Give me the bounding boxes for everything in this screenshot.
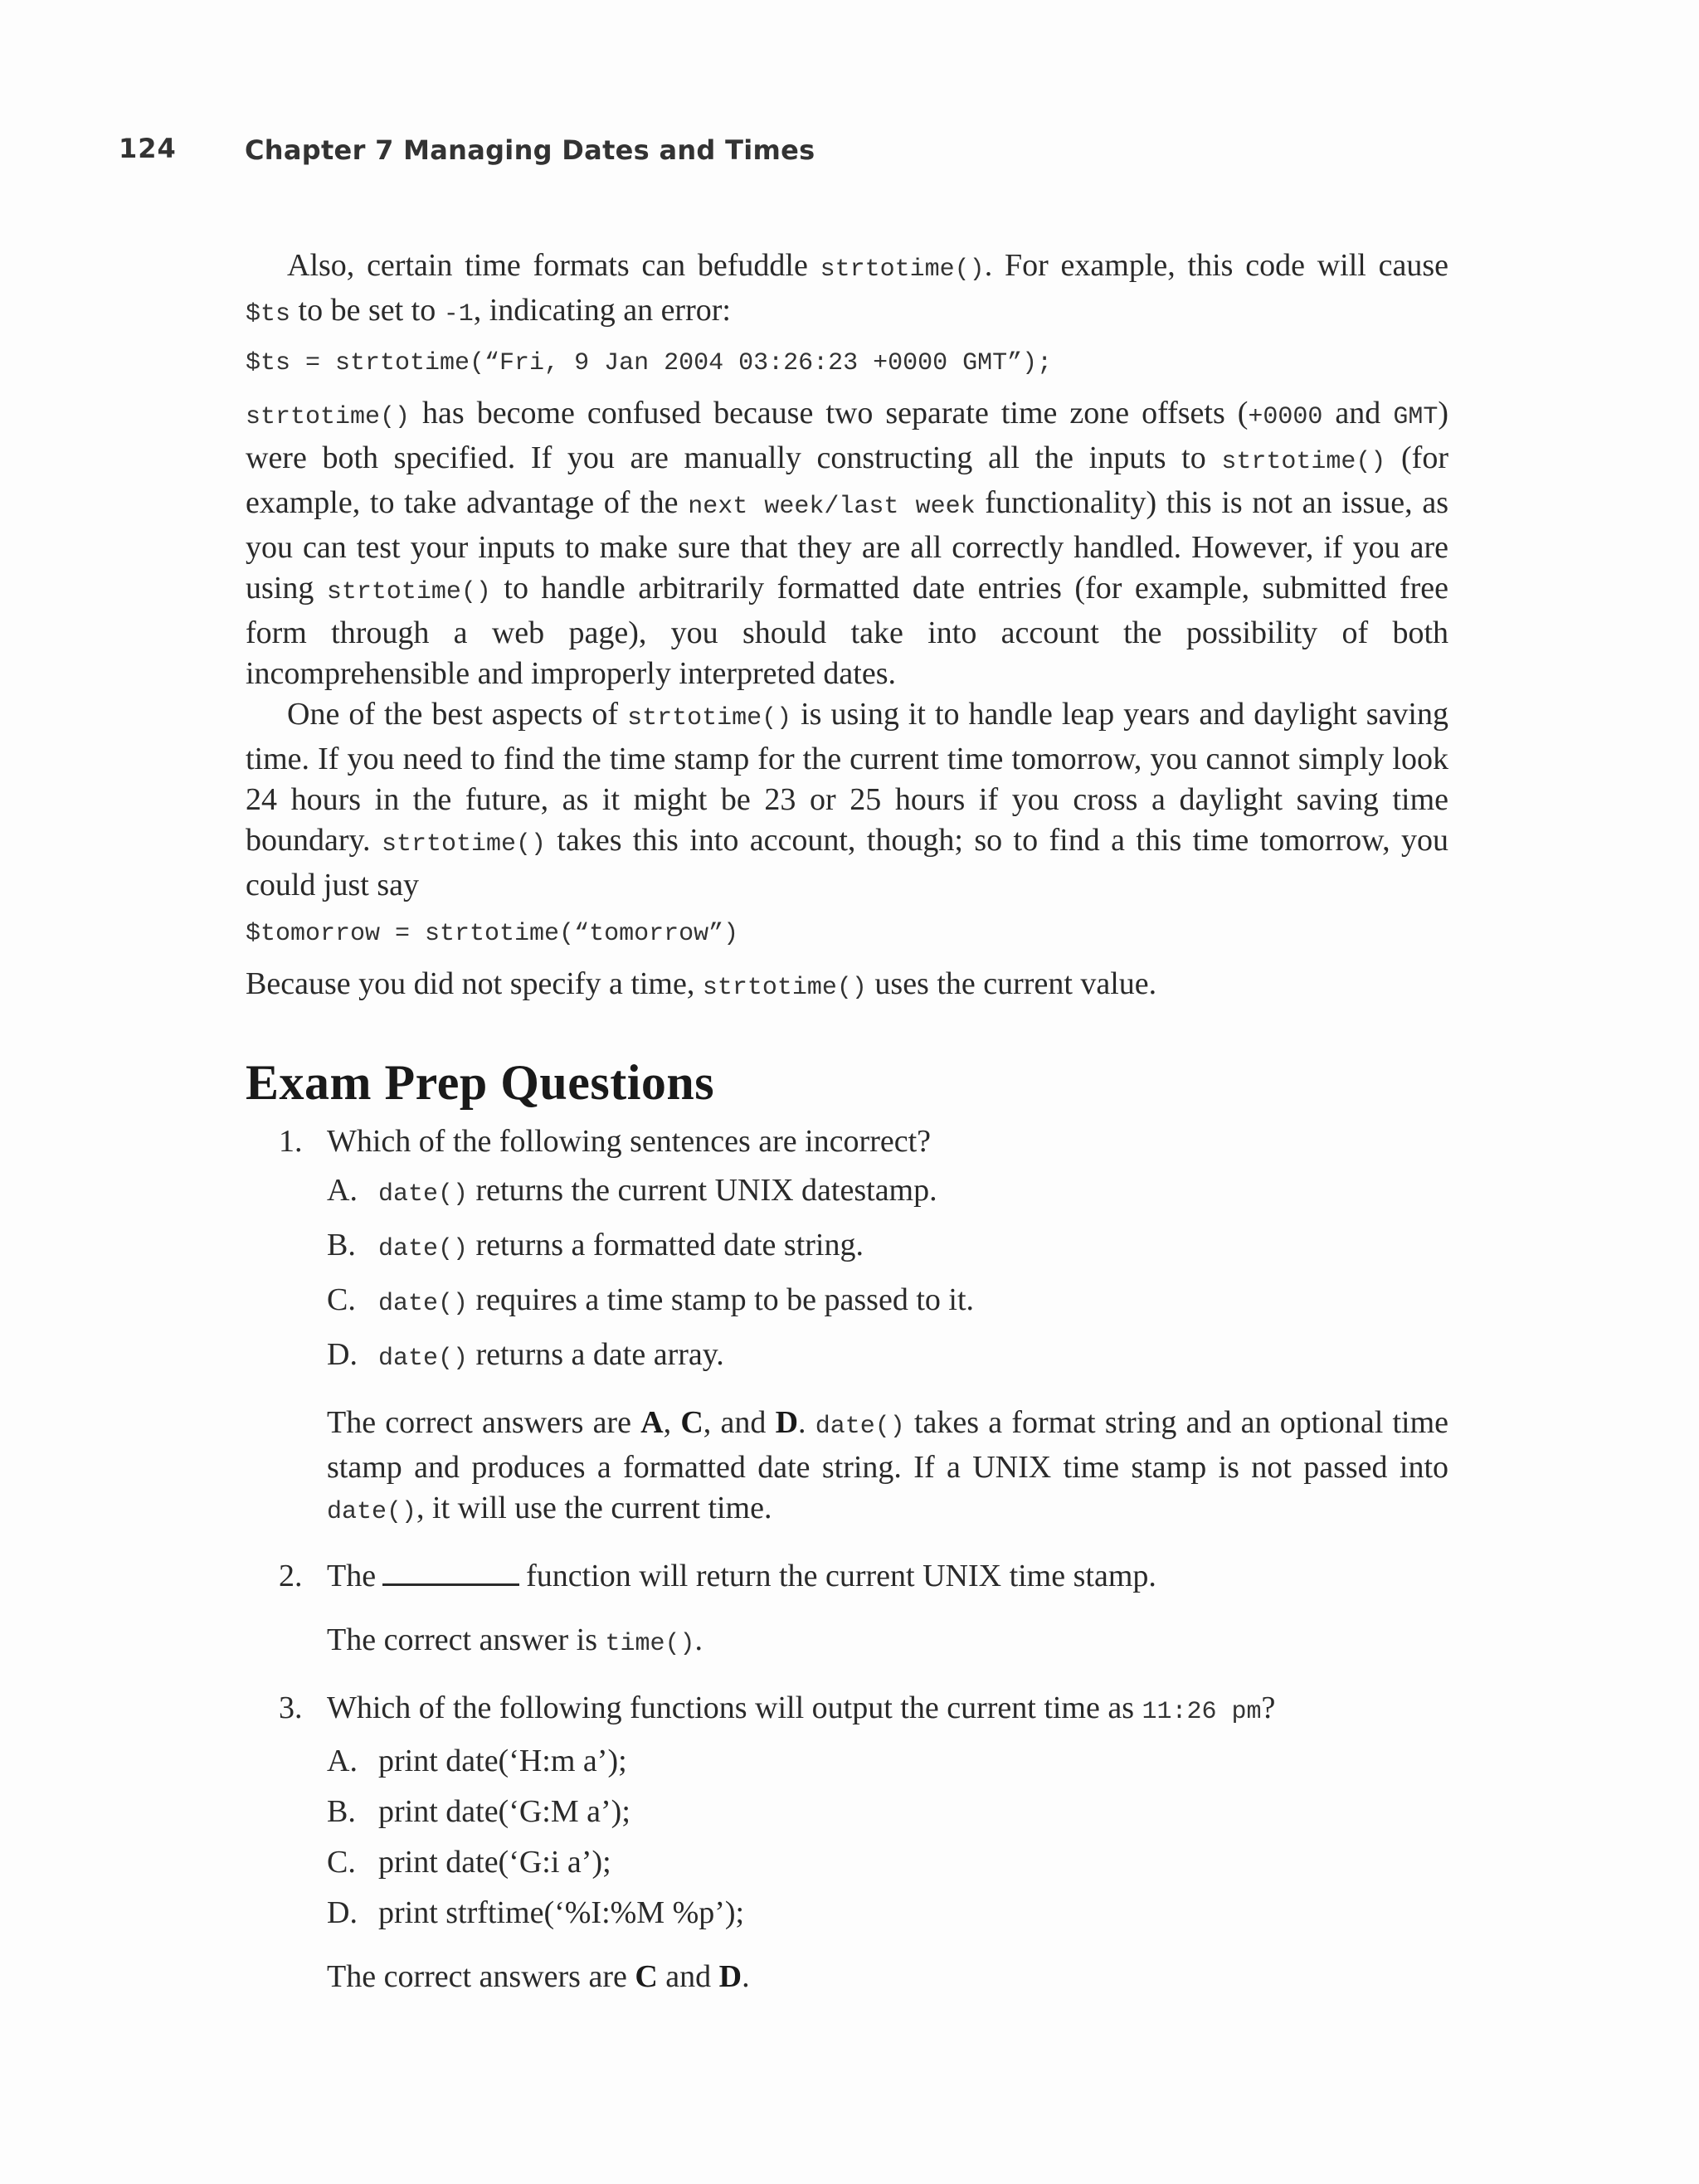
text: takes a format string and an optional time stamp and produces a formatted date string. If a UNIX time stamp is not passed into bbox=[327, 1405, 1449, 1485]
option-letter: D. bbox=[327, 1895, 358, 1930]
question-3 bbox=[246, 1688, 1448, 1733]
inline-code: -1 bbox=[443, 300, 474, 328]
option-text: print date(‘G:i a’); bbox=[378, 1845, 611, 1880]
text: (for example, to take advantage of the bbox=[246, 440, 1448, 520]
option bbox=[327, 1842, 1448, 1883]
option-letter: A. bbox=[327, 1173, 358, 1208]
question-3-answer bbox=[246, 1957, 1448, 1997]
text: . bbox=[694, 1622, 703, 1657]
text: , it will use the current time. bbox=[416, 1491, 772, 1525]
section-heading: Exam Prep Questions bbox=[246, 1055, 715, 1110]
question-2 bbox=[246, 1556, 1448, 1597]
paragraph-2 bbox=[246, 393, 1448, 694]
text: One of the best aspects of bbox=[287, 697, 628, 732]
option-letter: B. bbox=[327, 1794, 356, 1829]
inline-code: $ts bbox=[246, 300, 291, 328]
code-block: $tomorrow = strtotime(“tomorrow”) bbox=[246, 920, 739, 948]
text: , bbox=[663, 1405, 681, 1440]
inline-code: strtotime() bbox=[820, 255, 985, 284]
inline-code: strtotime() bbox=[381, 830, 547, 859]
inline-code: date() bbox=[378, 1345, 469, 1373]
inline-code: date() bbox=[815, 1413, 905, 1441]
option-letter: C. bbox=[327, 1282, 356, 1317]
option-letter: B. bbox=[327, 1228, 356, 1262]
option-text: requires a time stamp to be passed to it. bbox=[468, 1282, 974, 1317]
option-letter: C. bbox=[327, 1845, 356, 1880]
inline-code: date() bbox=[327, 1498, 417, 1526]
text: The correct answer is bbox=[327, 1622, 606, 1657]
answer-letter: D bbox=[718, 1959, 742, 1994]
question-1-answer bbox=[246, 1403, 1448, 1533]
inline-code: strtotime() bbox=[326, 578, 491, 606]
inline-code: date() bbox=[378, 1235, 469, 1263]
text: The correct answers are bbox=[327, 1959, 635, 1994]
text: Because you did not specify a time, bbox=[246, 966, 703, 1001]
text: , indicating an error: bbox=[473, 293, 731, 328]
text: . For example, this code will cause bbox=[984, 248, 1449, 283]
text: has become confused because two separate time zone offsets ( bbox=[410, 396, 1249, 430]
option bbox=[327, 1741, 1448, 1782]
question-text: Which of the following sentences are incorrect? bbox=[327, 1124, 932, 1159]
question-number: 3. bbox=[279, 1690, 303, 1725]
text: Which of the following functions will output the current time as bbox=[327, 1690, 1142, 1725]
inline-code: date() bbox=[378, 1290, 469, 1318]
option-text: returns the current UNIX datestamp. bbox=[468, 1173, 937, 1208]
paragraph-3 bbox=[246, 694, 1448, 906]
inline-code: time() bbox=[605, 1630, 695, 1658]
inline-code: strtotime() bbox=[627, 704, 792, 732]
option-text: print date(‘G:M a’); bbox=[378, 1794, 630, 1829]
inline-code: strtotime() bbox=[702, 974, 867, 1002]
option bbox=[327, 1893, 1448, 1933]
option-text: returns a date array. bbox=[468, 1337, 724, 1372]
option bbox=[327, 1335, 1448, 1379]
option-text: print date(‘H:m a’); bbox=[378, 1744, 627, 1778]
fill-in-blank bbox=[382, 1559, 519, 1586]
text: ? bbox=[1261, 1690, 1276, 1725]
option-letter: D. bbox=[327, 1337, 358, 1372]
inline-code: date() bbox=[378, 1180, 469, 1209]
page-content bbox=[246, 246, 1448, 1997]
paragraph-4 bbox=[246, 964, 1448, 1009]
inline-code: strtotime() bbox=[1221, 448, 1386, 476]
option-text: returns a formatted date string. bbox=[468, 1228, 864, 1262]
option bbox=[327, 1170, 1448, 1215]
text: and bbox=[657, 1959, 719, 1994]
answer-letter: D bbox=[775, 1405, 799, 1440]
paragraph-1 bbox=[246, 246, 1448, 335]
option-text: print strftime(‘%I:%M %p’); bbox=[378, 1895, 745, 1930]
option-letter: A. bbox=[327, 1744, 358, 1778]
text: ) were both specified. If you are manually constructing all the inputs to bbox=[246, 396, 1448, 475]
question-2-answer bbox=[246, 1620, 1448, 1665]
inline-code: GMT bbox=[1393, 403, 1439, 431]
question-1-options bbox=[246, 1170, 1448, 1379]
question-number: 2. bbox=[279, 1559, 303, 1593]
inline-code: strtotime() bbox=[246, 403, 411, 431]
question-text bbox=[327, 1556, 1448, 1597]
answer-letter: C bbox=[635, 1959, 658, 1994]
text: . bbox=[742, 1959, 750, 1994]
text: functionality) this is not an issue, as you can test your inputs to make sure that they are all correctly handled. However, if you are using bbox=[246, 485, 1448, 606]
option bbox=[327, 1225, 1448, 1270]
inline-code: 11:26 pm bbox=[1142, 1698, 1262, 1726]
option bbox=[327, 1280, 1448, 1325]
inline-code: +0000 bbox=[1248, 403, 1323, 431]
answer-letter: A bbox=[640, 1405, 664, 1440]
text: and bbox=[1322, 396, 1394, 430]
text: The bbox=[327, 1559, 377, 1593]
text: , and bbox=[703, 1405, 776, 1440]
text: to handle arbitrarily formatted date entries (for example, submitted free form through a web page), you should take into account the possibility of both incomprehensible and improperly interpreted dates. bbox=[246, 571, 1448, 691]
text: uses the current value. bbox=[866, 966, 1157, 1001]
answer-letter: C bbox=[680, 1405, 703, 1440]
text: takes this into account, though; so to find a this time tomorrow, you could just say bbox=[246, 823, 1448, 902]
question-number: 1. bbox=[279, 1124, 303, 1159]
page-number: 124 bbox=[119, 133, 177, 164]
chapter-title: Chapter 7 Managing Dates and Times bbox=[245, 134, 815, 166]
text: The correct answers are bbox=[327, 1405, 641, 1440]
option bbox=[327, 1792, 1448, 1832]
text: function will return the current UNIX time stamp. bbox=[526, 1559, 1156, 1593]
inline-code: next week/last week bbox=[688, 493, 976, 521]
question-3-options bbox=[246, 1741, 1448, 1933]
code-block: $ts = strtotime(“Fri, 9 Jan 2004 03:26:23 +0000 GMT”); bbox=[246, 349, 1053, 377]
question-text bbox=[327, 1688, 1448, 1733]
text: to be set to bbox=[290, 293, 444, 328]
text: . bbox=[798, 1405, 815, 1440]
question-1 bbox=[246, 1121, 1448, 1162]
text: is using it to handle leap years and daylight saving time. If you need to find the time stamp for the current time tomorrow, you cannot simply look 24 hours in the future, as it might be 23 or 25 hours if you cross a daylight saving time boundary. bbox=[246, 697, 1448, 858]
text: Also, certain time formats can befuddle bbox=[287, 248, 820, 283]
